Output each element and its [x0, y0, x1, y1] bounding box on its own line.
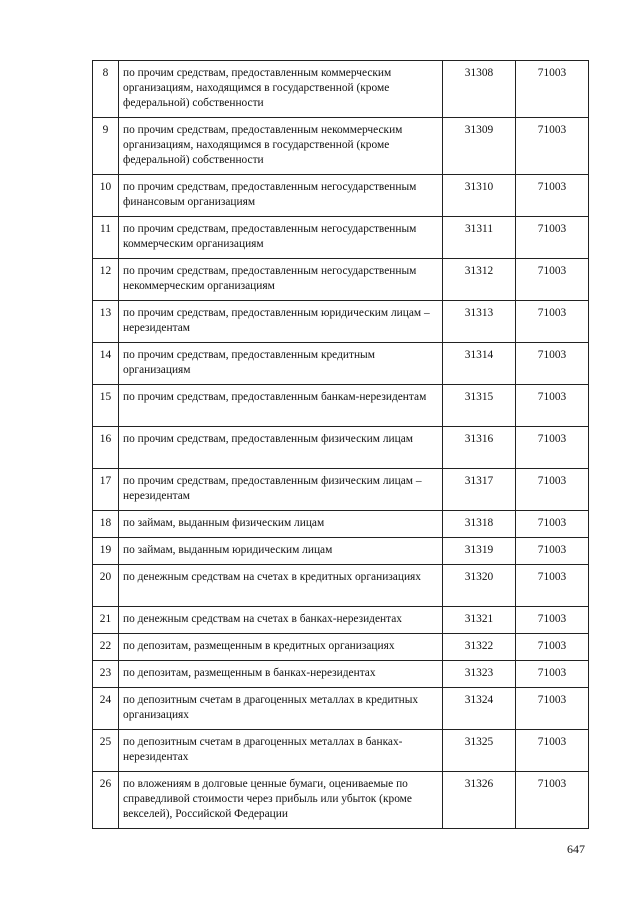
row-code-symbol: 71003 [516, 469, 589, 511]
table-row [93, 607, 589, 634]
accounts-table [92, 60, 589, 829]
table-row [93, 61, 589, 118]
row-code-account: 31325 [443, 730, 516, 772]
row-number: 8 [93, 61, 119, 118]
row-code-account: 31310 [443, 175, 516, 217]
table-row [93, 118, 589, 175]
row-code-symbol: 71003 [516, 259, 589, 301]
row-description: по депозитам, размещенным в кредитных организациях [119, 634, 443, 661]
table-row [93, 661, 589, 688]
row-number: 9 [93, 118, 119, 175]
table-row [93, 634, 589, 661]
row-code-symbol: 71003 [516, 607, 589, 634]
table-row [93, 301, 589, 343]
row-number: 19 [93, 538, 119, 565]
row-number: 13 [93, 301, 119, 343]
row-code-symbol: 71003 [516, 301, 589, 343]
row-code-account: 31322 [443, 634, 516, 661]
row-code-account: 31321 [443, 607, 516, 634]
table-row [93, 427, 589, 469]
table-row [93, 511, 589, 538]
table-row [93, 175, 589, 217]
row-description: по прочим средствам, предоставленным физическим лицам – нерезидентам [119, 469, 443, 511]
row-description: по прочим средствам, предоставленным некоммерческим организациям, находящимся в государственной (кроме федеральной) собственности [119, 118, 443, 175]
row-code-account: 31323 [443, 661, 516, 688]
row-number: 17 [93, 469, 119, 511]
row-description: по прочим средствам, предоставленным коммерческим организациям, находящимся в государственной (кроме федеральной) собственности [119, 61, 443, 118]
row-number: 16 [93, 427, 119, 469]
row-number: 20 [93, 565, 119, 607]
row-description: по денежным средствам на счетах в банках-нерезидентах [119, 607, 443, 634]
row-code-symbol: 71003 [516, 343, 589, 385]
row-code-account: 31313 [443, 301, 516, 343]
row-code-account: 31314 [443, 343, 516, 385]
row-description: по займам, выданным физическим лицам [119, 511, 443, 538]
row-description: по депозитным счетам в драгоценных металлах в банках-нерезидентах [119, 730, 443, 772]
row-description: по займам, выданным юридическим лицам [119, 538, 443, 565]
row-code-account: 31316 [443, 427, 516, 469]
row-code-symbol: 71003 [516, 688, 589, 730]
row-code-symbol: 71003 [516, 730, 589, 772]
row-code-account: 31320 [443, 565, 516, 607]
row-description: по вложениям в долговые ценные бумаги, оцениваемые по справедливой стоимости через прибыль или убыток (кроме векселей), Российской Федерации [119, 772, 443, 829]
row-code-symbol: 71003 [516, 118, 589, 175]
table-row [93, 688, 589, 730]
table-body [93, 61, 589, 829]
row-number: 11 [93, 217, 119, 259]
row-description: по депозитным счетам в драгоценных металлах в кредитных организациях [119, 688, 443, 730]
row-number: 25 [93, 730, 119, 772]
row-code-account: 31326 [443, 772, 516, 829]
row-description: по прочим средствам, предоставленным негосударственным коммерческим организациям [119, 217, 443, 259]
row-code-account: 31317 [443, 469, 516, 511]
row-code-account: 31308 [443, 61, 516, 118]
row-code-symbol: 71003 [516, 427, 589, 469]
table-row [93, 343, 589, 385]
row-description: по прочим средствам, предоставленным юридическим лицам – нерезидентам [119, 301, 443, 343]
table-row [93, 469, 589, 511]
row-code-account: 31312 [443, 259, 516, 301]
row-code-symbol: 71003 [516, 565, 589, 607]
table-row [93, 217, 589, 259]
row-code-symbol: 71003 [516, 661, 589, 688]
row-code-account: 31309 [443, 118, 516, 175]
row-description: по прочим средствам, предоставленным негосударственным финансовым организациям [119, 175, 443, 217]
row-code-account: 31318 [443, 511, 516, 538]
row-number: 26 [93, 772, 119, 829]
row-code-symbol: 71003 [516, 61, 589, 118]
row-number: 12 [93, 259, 119, 301]
row-code-symbol: 71003 [516, 538, 589, 565]
row-description: по прочим средствам, предоставленным негосударственным некоммерческим организациям [119, 259, 443, 301]
table-row [93, 385, 589, 427]
row-code-symbol: 71003 [516, 634, 589, 661]
table-row [93, 730, 589, 772]
row-number: 18 [93, 511, 119, 538]
row-number: 23 [93, 661, 119, 688]
row-code-symbol: 71003 [516, 772, 589, 829]
row-description: по денежным средствам на счетах в кредитных организациях [119, 565, 443, 607]
row-number: 22 [93, 634, 119, 661]
table-row [93, 565, 589, 607]
row-description: по депозитам, размещенным в банках-нерезидентах [119, 661, 443, 688]
row-code-symbol: 71003 [516, 217, 589, 259]
row-number: 21 [93, 607, 119, 634]
table-row [93, 259, 589, 301]
table-row [93, 772, 589, 829]
row-number: 14 [93, 343, 119, 385]
row-code-account: 31319 [443, 538, 516, 565]
row-code-symbol: 71003 [516, 511, 589, 538]
page-number: 647 [567, 842, 585, 856]
row-description: по прочим средствам, предоставленным физическим лицам [119, 427, 443, 469]
row-number: 15 [93, 385, 119, 427]
table-row [93, 538, 589, 565]
row-description: по прочим средствам, предоставленным кредитным организациям [119, 343, 443, 385]
row-code-account: 31315 [443, 385, 516, 427]
row-number: 24 [93, 688, 119, 730]
row-code-account: 31311 [443, 217, 516, 259]
row-code-symbol: 71003 [516, 385, 589, 427]
row-number: 10 [93, 175, 119, 217]
row-code-account: 31324 [443, 688, 516, 730]
row-code-symbol: 71003 [516, 175, 589, 217]
row-description: по прочим средствам, предоставленным банкам-нерезидентам [119, 385, 443, 427]
